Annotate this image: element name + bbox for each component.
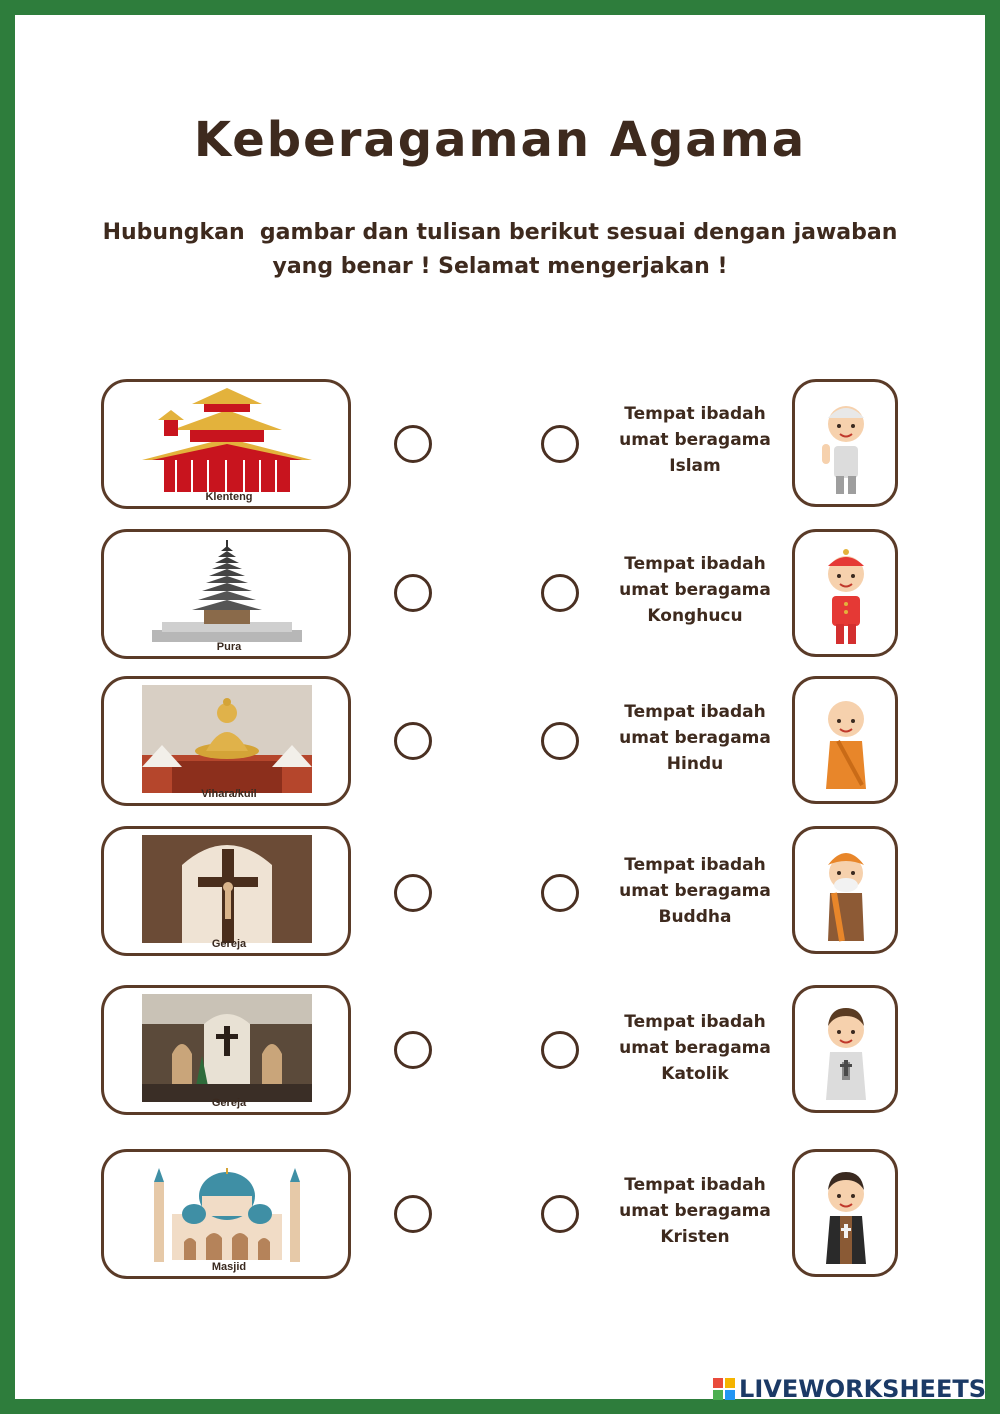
mosque-image — [142, 1158, 312, 1266]
right-label-line: Tempat ibadah — [624, 855, 766, 875]
vihara-buddha-image — [142, 685, 312, 793]
liveworksheets-brand: LIVEWORKSHEETS — [739, 1375, 986, 1403]
instruction-line-2: yang benar ! Selamat mengerjakan ! — [272, 254, 728, 279]
church-interior-image — [142, 994, 312, 1102]
right-label-religion: Konghucu — [647, 606, 743, 626]
muslim-boy-icon — [808, 388, 884, 500]
right-label-line: umat beragama — [619, 728, 771, 748]
right-connector-dot[interactable] — [541, 1031, 579, 1069]
right-label-religion: Hindu — [666, 754, 724, 774]
left-card-masjid — [101, 1149, 351, 1279]
klenteng-temple-image — [142, 388, 312, 496]
monk-boy-icon — [808, 685, 884, 797]
page-title: Keberagaman Agama — [193, 112, 807, 168]
catholic-boy-icon — [808, 994, 884, 1106]
right-connector-dot[interactable] — [541, 1195, 579, 1233]
right-label-line: umat beragama — [619, 1038, 771, 1058]
right-label-religion: Buddha — [658, 907, 732, 927]
left-connector-dot[interactable] — [394, 574, 432, 612]
confucian-boy-icon — [808, 538, 884, 650]
left-card-gereja-salib — [101, 826, 351, 956]
left-card-caption: Gereja — [211, 1097, 247, 1109]
right-card-hindu — [792, 676, 898, 804]
crucifix-church-image — [142, 835, 312, 943]
right-label-line: umat beragama — [619, 430, 771, 450]
right-connector-dot[interactable] — [541, 574, 579, 612]
right-label-religion: Kristen — [660, 1227, 730, 1247]
instruction-line-1: Hubungkan gambar dan tulisan berikut sesuai dengan jawaban — [102, 220, 898, 245]
logo-block — [713, 1390, 723, 1400]
right-label-katolik — [615, 1009, 775, 1087]
logo-block — [725, 1390, 735, 1400]
right-label-line: Tempat ibadah — [624, 404, 766, 424]
left-card-caption: Vihara/kuil — [201, 788, 257, 800]
right-connector-dot[interactable] — [541, 425, 579, 463]
right-label-line: Tempat ibadah — [624, 1175, 766, 1195]
right-card-islam — [792, 379, 898, 507]
right-label-line: umat beragama — [619, 881, 771, 901]
right-card-buddha — [792, 826, 898, 954]
left-connector-dot[interactable] — [394, 874, 432, 912]
right-label-line: Tempat ibadah — [624, 1012, 766, 1032]
left-card-caption: Pura — [216, 641, 242, 653]
liveworksheets-footer[interactable] — [713, 1374, 986, 1404]
right-label-islam — [615, 401, 775, 479]
logo-block — [725, 1378, 735, 1388]
left-card-pura — [101, 529, 351, 659]
left-card-caption: Masjid — [211, 1261, 247, 1273]
right-label-kristen — [615, 1172, 775, 1250]
right-label-line: Tempat ibadah — [624, 554, 766, 574]
right-label-religion: Katolik — [661, 1064, 729, 1084]
right-card-katolik — [792, 985, 898, 1113]
right-connector-dot[interactable] — [541, 874, 579, 912]
instruction-text — [95, 216, 905, 284]
liveworksheets-logo-icon — [713, 1378, 735, 1400]
right-label-line: umat beragama — [619, 580, 771, 600]
right-label-buddha — [615, 852, 775, 930]
right-connector-dot[interactable] — [541, 722, 579, 760]
right-label-line: umat beragama — [619, 1201, 771, 1221]
right-label-line: Tempat ibadah — [624, 702, 766, 722]
left-card-gereja-interior — [101, 985, 351, 1115]
left-connector-dot[interactable] — [394, 425, 432, 463]
left-connector-dot[interactable] — [394, 1195, 432, 1233]
right-card-kristen — [792, 1149, 898, 1277]
right-label-religion: Islam — [669, 456, 721, 476]
left-connector-dot[interactable] — [394, 1031, 432, 1069]
left-card-caption: Gereja — [211, 938, 247, 950]
right-label-konghucu — [615, 551, 775, 629]
left-connector-dot[interactable] — [394, 722, 432, 760]
left-card-caption: Klenteng — [205, 491, 253, 503]
left-card-vihara — [101, 676, 351, 806]
pura-temple-image — [142, 538, 312, 646]
right-label-hindu — [615, 699, 775, 777]
christian-pastor-icon — [808, 1158, 884, 1270]
hindu-elder-icon — [808, 835, 884, 947]
right-card-konghucu — [792, 529, 898, 657]
left-card-klenteng — [101, 379, 351, 509]
logo-block — [713, 1378, 723, 1388]
